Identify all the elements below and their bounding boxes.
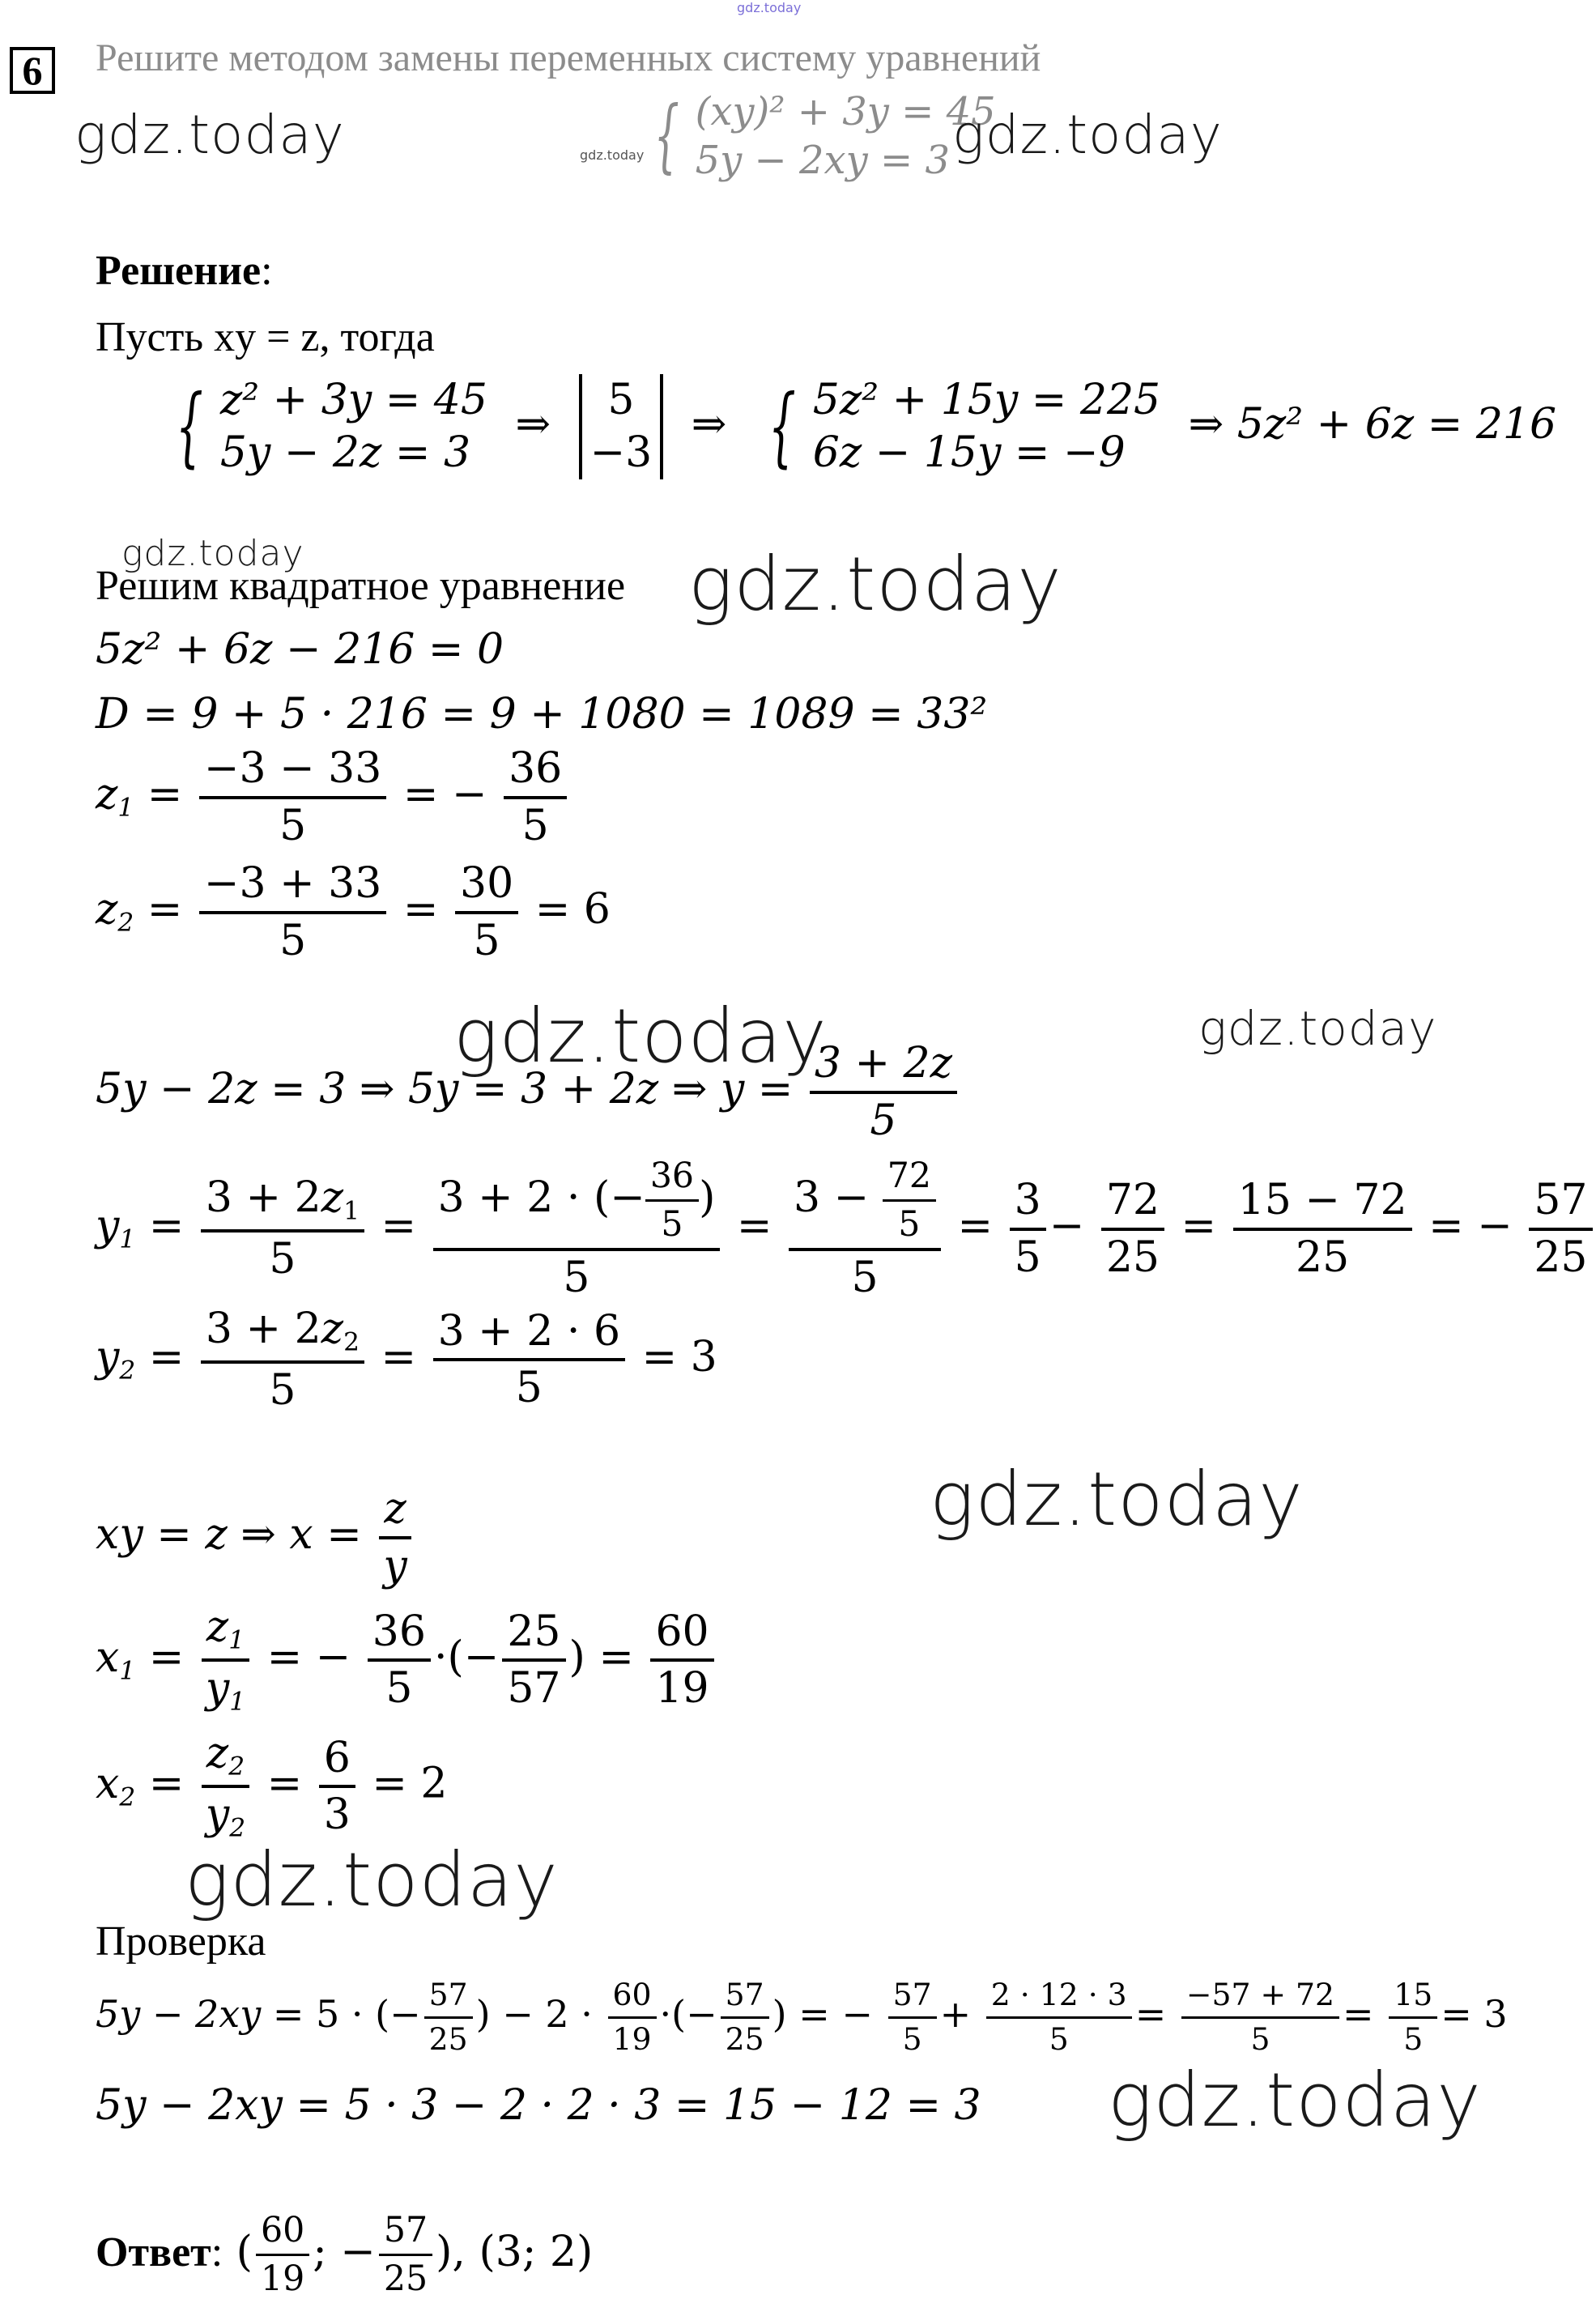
problem-eq2: 5y − 2xy = 3 <box>695 138 950 183</box>
watermark: gdz.today <box>930 1456 1304 1543</box>
problem-statement: Решите методом замены переменных систему уравнений <box>96 36 1041 79</box>
sys1-eq1: z² + 3y = 45 <box>219 376 487 424</box>
sys2-eq2: 6z − 15y = −9 <box>812 428 1126 477</box>
sys1-eq2: 5y − 2z = 3 <box>219 428 471 477</box>
watermark: gdz.today <box>1198 1001 1437 1056</box>
watermark: gdz.today <box>185 1837 559 1923</box>
z2-val: = 6 <box>534 885 611 934</box>
y1-line: $y_1$ = $\frac{3 + 2z_1}{5}$ = 3 + 2 · (− $\frac{36}{5}$ ) 5 = 3 − $\frac{72}{5}$ 5 = $\frac{3}{5}$ − $\frac{72}{25}$ = $\frac{15 - 72}{25}$ = − $\frac{57}{25}$ <box>96 1158 1596 1300</box>
x-expression: xy = z ⇒ x = $\frac{z}{y}$ <box>96 1487 415 1588</box>
x-expr: xy = z ⇒ x = <box>96 1510 362 1560</box>
problem-number: 6 <box>10 47 55 94</box>
answer-line: Ответ: ( $\frac{60}{19}$ ; − $\frac{57}{25}$ ), (3; 2) <box>96 2210 594 2299</box>
z2-res-num: 30 <box>455 862 518 914</box>
y-den: 5 <box>870 1096 897 1145</box>
problem-eq1: (xy)² + 3y = 45 <box>695 89 996 134</box>
system-transformation: { z² + 3y = 45 5y − 2z = 3 ⇒ 5 −3 ⇒ { 5z² + 15y = 225 6z − 15y = −9 ⇒ 5z² + 6z = 216 <box>162 374 1556 479</box>
z2-line: $z_2$ = $\frac{-3 + 33}{5}$ = $\frac{30}{5}$ = 6 <box>96 859 611 965</box>
watermark: gdz.today <box>688 541 1062 628</box>
problem-system: { (xy)² + 3y = 45 5y − 2xy = 3 <box>653 89 996 183</box>
x2-val: = 2 <box>372 1759 448 1808</box>
mult-bottom: −3 <box>589 428 653 477</box>
z1-res-num: 36 <box>504 747 567 799</box>
x2-line: $x_2$ = $\frac{z_2}{y_2}$ = $\frac{6}{3}$ = 2 <box>96 1729 448 1843</box>
y-expression <box>96 1041 960 1143</box>
check-line-1: 5y − 2xy = 5 · (− $\frac{57}{25}$ ) − 2 · $\frac{60}{19}$ ·(− $\frac{57}{25}$ ) = − $\frac{57}{5}$ + $\frac{2 \cdot 12 \cdot 3}{5}$ = $\frac{-57 + 72}{5}$ = $\frac{15}{5}$ = 3 <box>96 1977 1508 2057</box>
quad-heading: Решим квадратное уравнение <box>96 563 626 609</box>
watermark: gdz.today <box>952 104 1223 166</box>
y-expr: 5y − 2z = 3 ⇒ 5y = 3 + 2z ⇒ y = <box>96 1065 794 1114</box>
sys2-eq1: 5z² + 15y = 225 <box>812 376 1161 424</box>
answer-tail: , (3; 2) <box>452 2227 594 2276</box>
discriminant: D = 9 + 5 · 216 = 9 + 1080 = 1089 = 33² <box>96 690 988 739</box>
z1-num: −3 − 33 <box>199 747 386 799</box>
mult-top: 5 <box>607 376 635 424</box>
check-heading: Проверка <box>96 1918 266 1965</box>
sys-result: ⇒ 5z² + 6z = 216 <box>1188 399 1557 449</box>
quad-equation: 5z² + 6z − 216 = 0 <box>96 625 504 674</box>
answer-label: Ответ <box>96 2229 211 2276</box>
z2-res-den: 5 <box>473 916 500 965</box>
watermark: gdz.today <box>453 993 828 1079</box>
x1-line: $x_1$ = $\frac{z_1}{y_1}$ = − $\frac{36}{5}$ ·(− $\frac{25}{57}$ ) = $\frac{60}{19}$ <box>96 1605 717 1715</box>
top-watermark: gdz.today <box>737 0 802 15</box>
z2-num: −3 + 33 <box>199 862 386 914</box>
solution-heading: Решение: <box>96 248 273 294</box>
z1-line: $z_1$ = $\frac{-3 - 33}{5}$ = − $\frac{36}{5}$ <box>96 747 570 848</box>
z1-den: 5 <box>279 801 307 850</box>
watermark: gdz.today <box>74 104 345 166</box>
let-line: Пусть xy = z, тогда <box>96 314 435 360</box>
watermark-small: gdz.today <box>580 147 645 163</box>
z2-den: 5 <box>279 916 307 965</box>
y2-line: $y_2$ = $\frac{3 + 2z_2}{5}$ = $\frac{3 + 2 \cdot 6}{5}$ = 3 <box>96 1305 717 1416</box>
watermark: gdz.today <box>1108 2057 1482 2144</box>
z1-res-den: 5 <box>521 801 549 850</box>
y2-val: = 3 <box>641 1332 717 1382</box>
y-num: 3 + 2z <box>810 1041 957 1094</box>
check-line-2: 5y − 2xy = 5 · 3 − 2 · 2 · 3 = 15 − 12 = 3 <box>96 2081 981 2130</box>
watermark: gdz.today <box>121 533 304 574</box>
